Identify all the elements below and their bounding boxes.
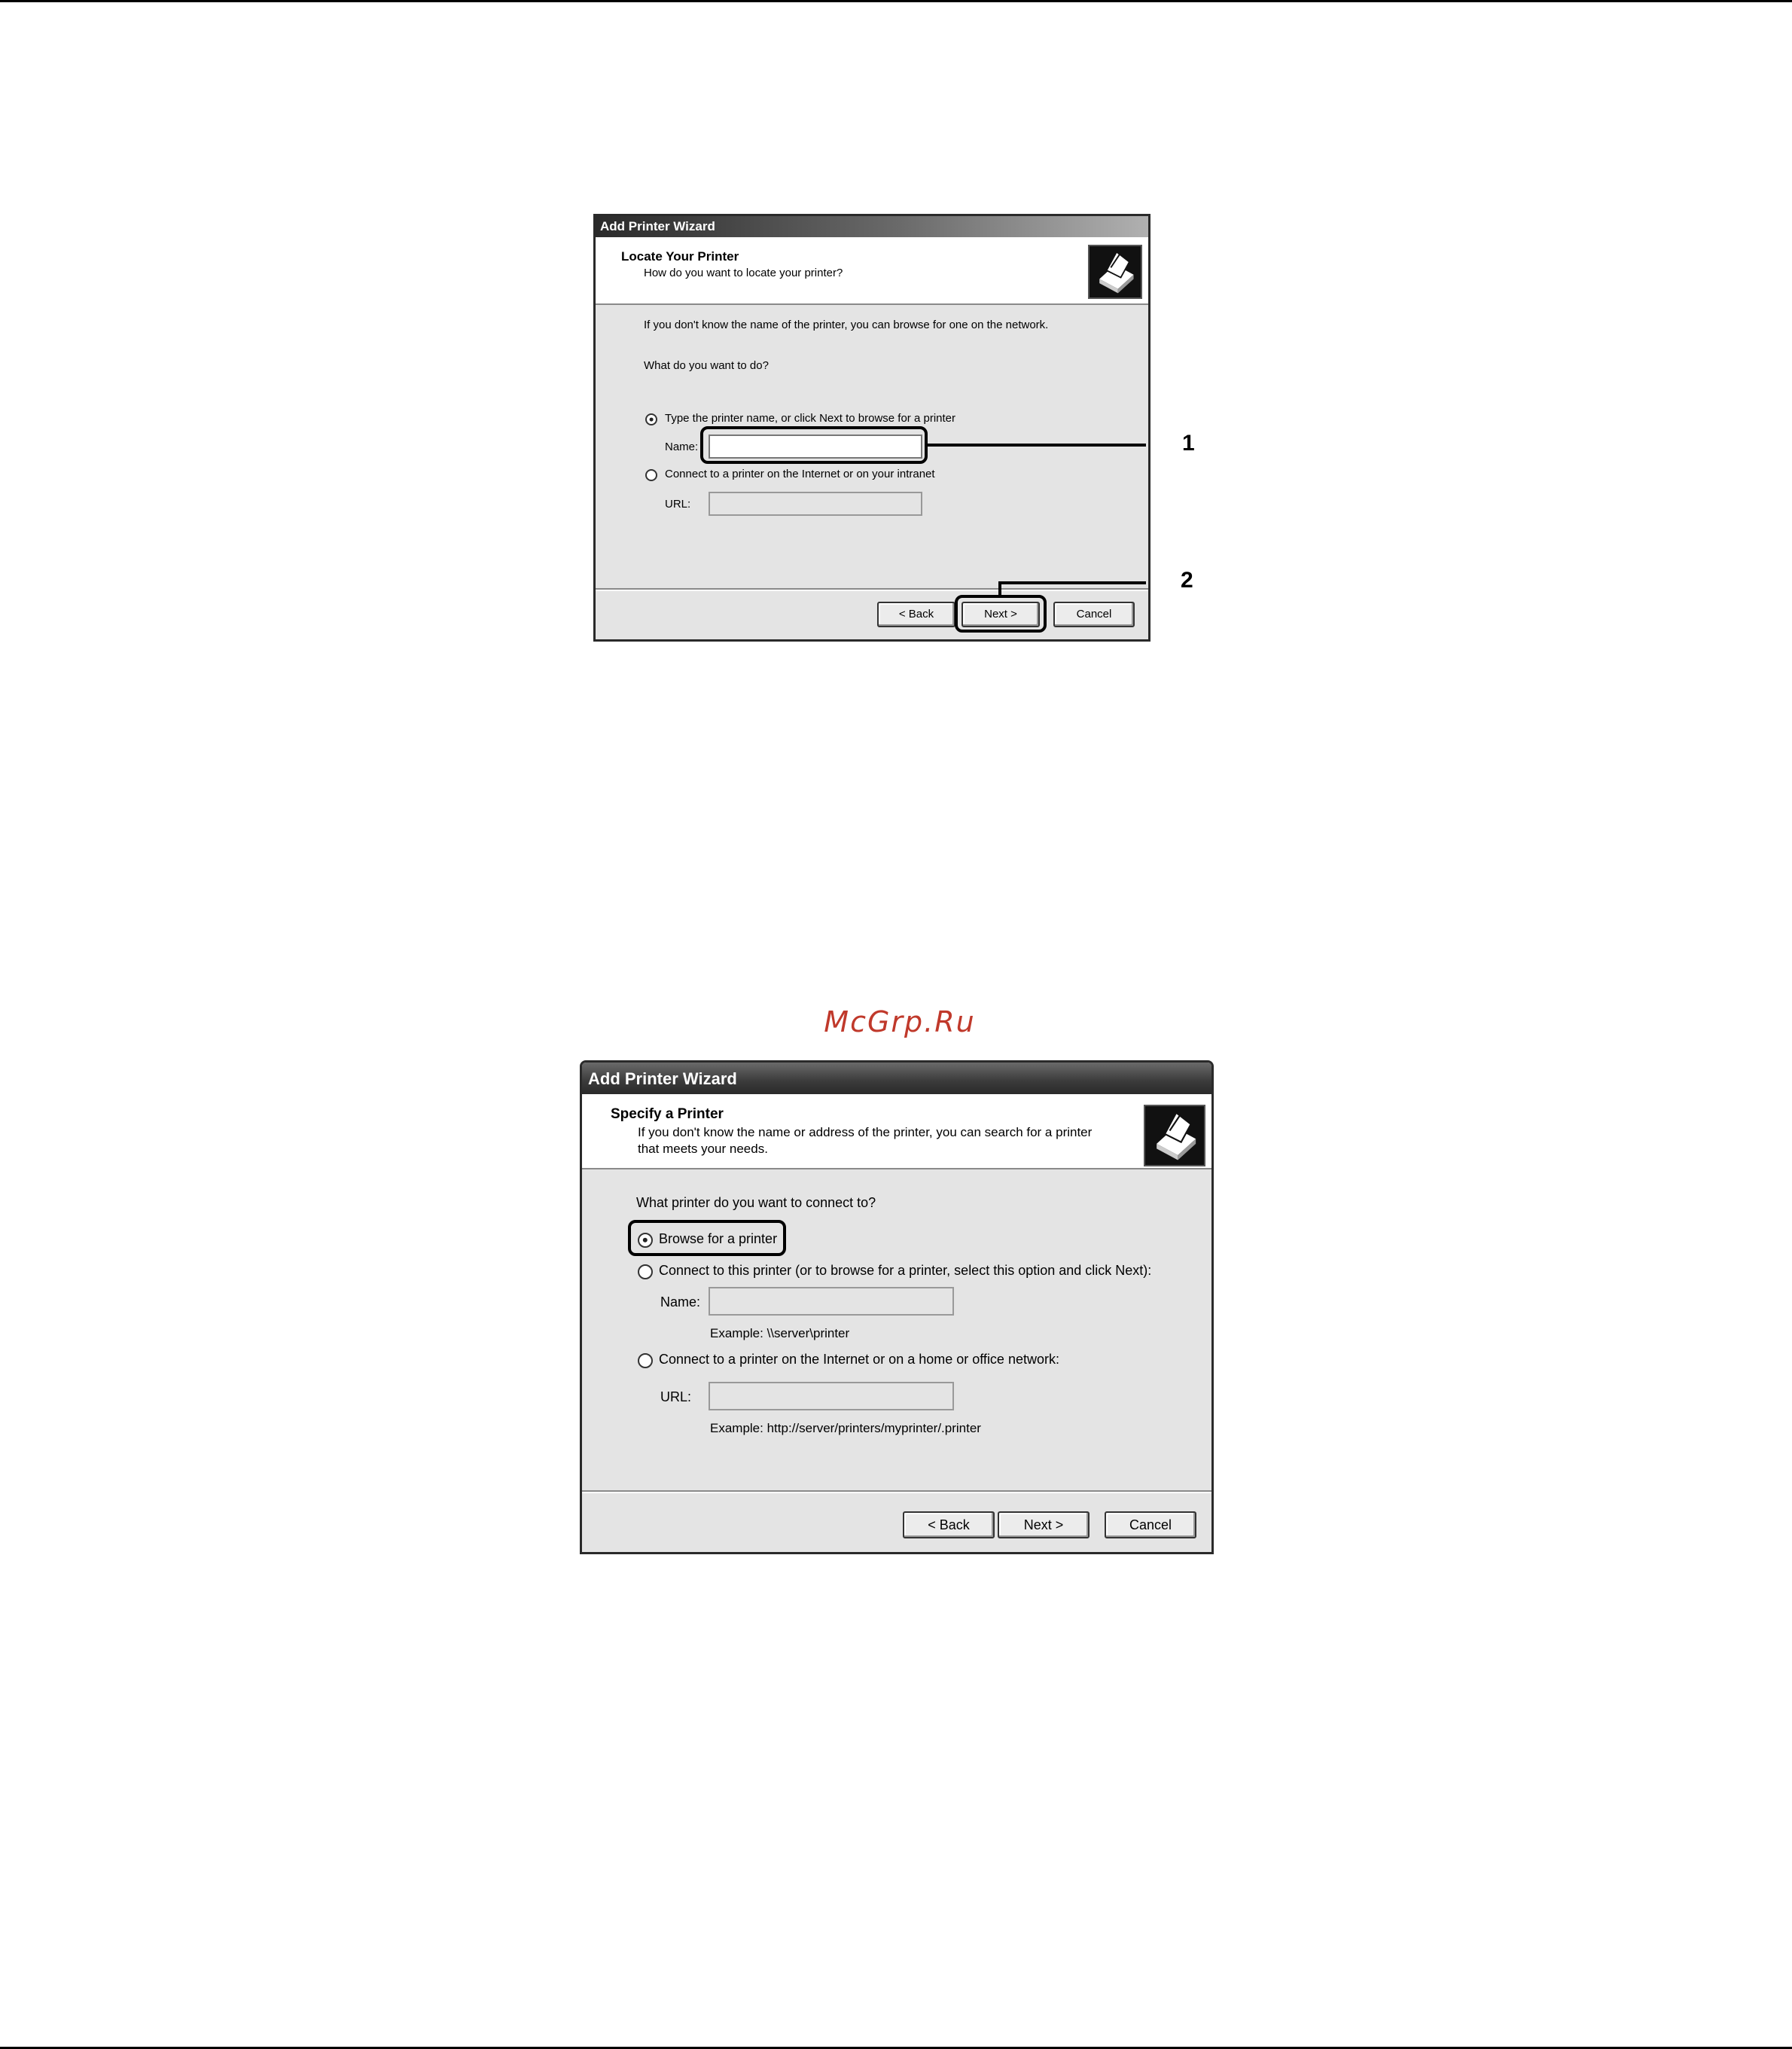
printer-icon [1144,1105,1205,1166]
title-bar [596,216,1148,237]
question-text: What printer do you want to connect to? [636,1195,876,1210]
name-label: Name: [665,441,699,453]
url-label: URL: [660,1389,692,1404]
url-input[interactable] [709,492,922,516]
callout-number-1: 1 [1182,431,1195,456]
name-input[interactable] [709,1287,954,1316]
cancel-button[interactable]: Cancel [1053,602,1135,627]
option-browse-printer-label[interactable]: Browse for a printer [659,1231,778,1246]
next-button[interactable]: Next > [962,602,1040,627]
radio-connect-internet[interactable] [638,1353,653,1368]
callout-box-next-button [955,595,1047,633]
url-example: Example: http://server/printers/myprinter/.printer [710,1421,981,1435]
page-subtitle-line1: If you don't know the name or address of the printer, you can search for a printer [638,1125,1093,1139]
cancel-button[interactable]: Cancel [1105,1511,1196,1538]
page-title: Specify a Printer [611,1106,724,1122]
wizard-header [582,1094,1211,1169]
next-button[interactable]: Next > [998,1511,1090,1538]
option-connect-this-printer-label[interactable]: Connect to this printer (or to browse for a printer, select this option and click Next): [659,1263,1152,1278]
button-separator [596,588,1148,591]
option-connect-internet-label[interactable]: Connect to a printer on the Internet or on a home or office network: [659,1352,1059,1367]
radio-connect-internet[interactable] [645,469,657,481]
back-button[interactable]: < Back [877,602,955,627]
page-subtitle: How do you want to locate your printer? [644,267,843,279]
back-button[interactable]: < Back [903,1511,995,1538]
wizard-header [596,237,1148,305]
callout-leader-2 [998,581,1146,584]
radio-type-printer-name[interactable] [645,413,657,425]
printer-icon [1088,245,1142,299]
title-bar [582,1063,1211,1094]
page-subtitle-line2: that meets your needs. [638,1142,768,1156]
question-text: What do you want to do? [644,359,769,372]
callout-leader-1 [928,444,1146,447]
window-title: Add Printer Wizard [600,219,715,233]
option-connect-internet-label[interactable]: Connect to a printer on the Internet or on your intranet [665,468,935,480]
watermark-text: McGrp.Ru [824,1005,976,1038]
add-printer-wizard-specify-dialog [580,1060,1214,1554]
page-title: Locate Your Printer [621,249,739,264]
window-title: Add Printer Wizard [588,1069,737,1088]
url-label: URL: [665,498,691,511]
callout-box-name-input [700,426,928,464]
radio-connect-this-printer[interactable] [638,1264,653,1279]
name-example: Example: \\server\printer [710,1326,850,1340]
name-label: Name: [660,1294,701,1310]
callout-number-2: 2 [1181,568,1193,593]
intro-text: If you don't know the name of the printer, you can browse for one on the network. [644,319,1049,331]
top-rule [0,0,1792,2]
url-input[interactable] [709,1382,954,1410]
callout-box-browse-printer [628,1220,786,1256]
button-separator [582,1490,1211,1493]
option-type-printer-name-label[interactable]: Type the printer name, or click Next to browse for a printer [665,412,955,425]
